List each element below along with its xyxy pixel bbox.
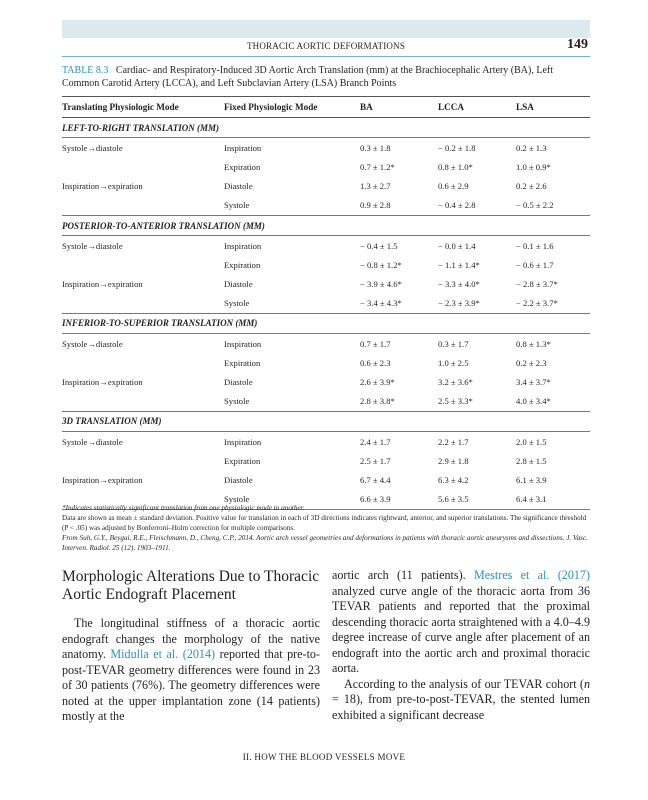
table-row [62, 372, 590, 391]
table-row [62, 138, 590, 158]
table-row [62, 196, 590, 216]
cell-lsa: 4.0 ± 3.4* [516, 392, 590, 412]
text-run: According to the analysis of our TEVAR cohort ( [344, 676, 584, 691]
footnote-source: From Suh, G.Y., Beygui, R.E., Fleischmann, D., Cheng, C.P., 2014. Aortic arch vessel geometries and deformations in patients with thoracic aortic aneurysms and dissections. J. Vasc. Interven. Radiol. 25 (12), 1903–1911. [62, 534, 588, 552]
table-row [62, 157, 590, 176]
cell-ba: 2.4 ± 1.7 [360, 436, 391, 447]
cell-ba: − 0.8 ± 1.2* [360, 259, 402, 270]
text-run: analyzed curve angle of the thoracic aorta from 36 TEVAR patients and reported that the proximal descending thoracic aorta straightened with a 4.0–4.9 degree increase of curve angle after placement of an endograft into the aortic arch and proximal thoracic aorta. [332, 583, 590, 675]
cell-translating [62, 392, 224, 412]
cell-translating: Inspiration→expiration [62, 377, 143, 388]
cell-lcca: 2.2 ± 1.7 [438, 436, 469, 447]
cell-lsa: 2.8 ± 1.5 [516, 455, 547, 466]
cell-lsa: 0.2 ± 1.3 [516, 142, 547, 153]
section-title: 3D TRANSLATION (MM) [62, 411, 590, 431]
text-run: reported that pre-to-post-TEVAR geometry differences were found in 23 of 30 patients (76%). The geometry differences were noted at the upper implantation zone (14 patients) mostly at the [62, 647, 321, 723]
cell-lcca: − 0.4 ± 2.8 [438, 196, 516, 216]
cell-translating: Systole→diastole [62, 142, 123, 153]
right-paragraph-1 [332, 568, 590, 677]
cell-lsa: − 0.6 ± 1.7 [516, 259, 554, 270]
table-caption [62, 64, 592, 90]
cell-translating [62, 157, 224, 176]
running-title: THORACIC AORTIC DEFORMATIONS [246, 41, 406, 51]
cell-ba: − 3.9 ± 4.6* [360, 279, 402, 290]
cell-fixed: Inspiration [224, 240, 262, 251]
cell-lcca: − 3.3 ± 4.0* [438, 279, 480, 290]
cell-translating [62, 196, 224, 216]
cell-translating [62, 451, 224, 470]
col-header: BA [360, 97, 438, 118]
cell-ba: 0.9 ± 2.8 [360, 196, 438, 216]
cell-fixed: Expiration [224, 259, 261, 270]
cell-fixed: Inspiration [224, 338, 262, 349]
cell-ba: − 3.4 ± 4.3* [360, 294, 438, 314]
cell-fixed: Inspiration [224, 436, 262, 447]
cell-ba: 6.7 ± 4.4 [360, 474, 391, 485]
cell-lsa: 6.1 ± 3.9 [516, 474, 547, 485]
cell-fixed: Diastole [224, 474, 253, 485]
header-band [62, 20, 590, 38]
cell-fixed: Diastole [224, 377, 253, 388]
cell-lcca: − 0.2 ± 1.8 [438, 142, 476, 153]
running-header [62, 38, 590, 57]
table-row [62, 294, 590, 314]
cell-lsa: 0.2 ± 2.6 [516, 181, 547, 192]
section-title-row [62, 411, 590, 431]
cell-ba: 2.5 ± 1.7 [360, 455, 391, 466]
table-row [62, 470, 590, 489]
table-body [62, 118, 590, 510]
cell-translating [62, 353, 224, 372]
citation-link[interactable]: Mestres et al. (2017) [474, 568, 590, 582]
cell-lsa: 0.2 ± 2.3 [516, 357, 547, 368]
section-title: LEFT-TO-RIGHT TRANSLATION (MM) [62, 118, 590, 138]
cell-ba: 2.8 ± 3.8* [360, 392, 438, 412]
page-number: 149 [567, 37, 588, 52]
text-run: The longitudinal stiffness of a thoracic aortic endograft changes the morphology of the native anatomy. [62, 616, 320, 661]
cell-ba: 0.3 ± 1.8 [360, 142, 391, 153]
cell-lcca: 3.2 ± 3.6* [438, 377, 473, 388]
cell-lsa: 3.4 ± 3.7* [516, 377, 551, 388]
cell-translating: Inspiration→expiration [62, 181, 143, 192]
table-row [62, 392, 590, 412]
citation-link[interactable]: Midulla et al. (2014) [110, 647, 216, 661]
right-column [332, 568, 590, 723]
cell-fixed: Expiration [224, 161, 261, 172]
cell-lcca: 0.8 ± 1.0* [438, 161, 473, 172]
cell-translating [62, 294, 224, 314]
table-row [62, 255, 590, 274]
cell-fixed: Diastole [224, 181, 253, 192]
cell-translating: Systole→diastole [62, 436, 123, 447]
cell-translating: Inspiration→expiration [62, 279, 143, 290]
cell-ba: 6.6 ± 3.9 [360, 490, 438, 510]
text-run: aortic arch (11 patients). [332, 568, 474, 582]
cell-fixed: Inspiration [224, 142, 262, 153]
cell-ba: 0.6 ± 2.3 [360, 357, 391, 368]
cell-lsa: − 0.1 ± 1.6 [516, 240, 554, 251]
cell-lsa: − 0.5 ± 2.2 [516, 196, 590, 216]
cell-ba: 1.3 ± 2.7 [360, 181, 391, 192]
cell-fixed: Systole [224, 196, 360, 216]
table-row [62, 432, 590, 452]
cell-lcca: 2.9 ± 1.8 [438, 455, 469, 466]
section-title-row [62, 313, 590, 333]
translation-table [62, 96, 590, 510]
cell-lsa: 6.4 ± 3.1 [516, 490, 590, 510]
cell-lsa: 2.0 ± 1.5 [516, 436, 547, 447]
cell-lcca: 0.6 ± 2.9 [438, 181, 469, 192]
footnote-significance: *Indicates statistically significant translation from one physiologic mode to another. [62, 504, 305, 512]
cell-translating: Systole→diastole [62, 338, 123, 349]
cell-lcca: − 1.1 ± 1.4* [438, 259, 480, 270]
table-row [62, 275, 590, 294]
col-header: LSA [516, 97, 590, 118]
cell-ba: 2.6 ± 3.9* [360, 377, 395, 388]
cell-lsa: − 2.8 ± 3.7* [516, 279, 558, 290]
cell-lcca: 5.6 ± 3.5 [438, 490, 516, 510]
page-footer: II. HOW THE BLOOD VESSELS MOVE [242, 752, 406, 762]
cell-translating: Systole→diastole [62, 240, 123, 251]
col-header: Translating Physiologic Mode [62, 97, 224, 118]
section-title: INFERIOR-TO-SUPERIOR TRANSLATION (MM) [62, 313, 590, 333]
text-run: = 18), from pre-to-post-TEVAR, the stented lumen exhibited a significant decrease [332, 692, 590, 722]
footnote-data: Data are shown as mean ± standard deviation. Positive value for translation in each of 3D directions indicates rightward, anterior, and superior translations. The significance threshold (P < .05) was adjusted by Bonferroni–Holm correction for multiple comparisons. [62, 514, 587, 532]
cell-lsa: 1.0 ± 0.9* [516, 161, 551, 172]
cell-lcca: 6.3 ± 4.2 [438, 474, 469, 485]
table-caption-text: Cardiac- and Respiratory-Induced 3D Aortic Arch Translation (mm) at the Brachiocephalic Artery (BA), Left Common Carotid Artery (LCCA), and Left Subclavian Artery (LSA) Branch Points [62, 65, 554, 89]
section-heading: Morphologic Alterations Due to Thoracic Aortic Endograft Placement [62, 568, 320, 603]
cell-translating: Inspiration→expiration [62, 474, 143, 485]
table-row [62, 451, 590, 470]
cell-fixed: Expiration [224, 455, 261, 466]
cell-lsa: 0.8 ± 1.3* [516, 338, 551, 349]
cell-ba: 0.7 ± 1.2* [360, 161, 395, 172]
cell-fixed: Expiration [224, 357, 261, 368]
section-title: POSTERIOR-TO-ANTERIOR TRANSLATION (MM) [62, 215, 590, 235]
cell-lcca: − 0.0 ± 1.4 [438, 240, 476, 251]
table-label: TABLE 8.3 [62, 65, 109, 76]
left-paragraph [62, 616, 320, 725]
cell-translating [62, 255, 224, 274]
col-header: Fixed Physiologic Mode [224, 97, 360, 118]
cell-ba: − 0.4 ± 1.5 [360, 240, 398, 251]
table-row [62, 177, 590, 196]
cell-lcca: 2.5 ± 3.3* [438, 392, 516, 412]
right-paragraph-2 [332, 677, 590, 724]
table-row [62, 236, 590, 256]
table-footnotes [62, 503, 590, 553]
cell-lsa: − 2.2 ± 3.7* [516, 294, 590, 314]
cell-fixed: Systole [224, 294, 360, 314]
text-run: n [583, 676, 590, 691]
cell-fixed: Systole [224, 392, 360, 412]
col-header: LCCA [438, 97, 516, 118]
cell-lcca: 1.0 ± 2.5 [438, 357, 469, 368]
cell-lcca: 0.3 ± 1.7 [438, 338, 469, 349]
cell-ba: 0.7 ± 1.7 [360, 338, 391, 349]
table-row [62, 353, 590, 372]
cell-fixed: Diastole [224, 279, 253, 290]
left-column [62, 568, 320, 725]
cell-lcca: − 2.3 ± 3.9* [438, 294, 516, 314]
section-title-row [62, 215, 590, 235]
cell-fixed: Systole [224, 490, 360, 510]
table-header-row [62, 97, 590, 118]
table-row [62, 334, 590, 354]
section-title-row [62, 118, 590, 138]
